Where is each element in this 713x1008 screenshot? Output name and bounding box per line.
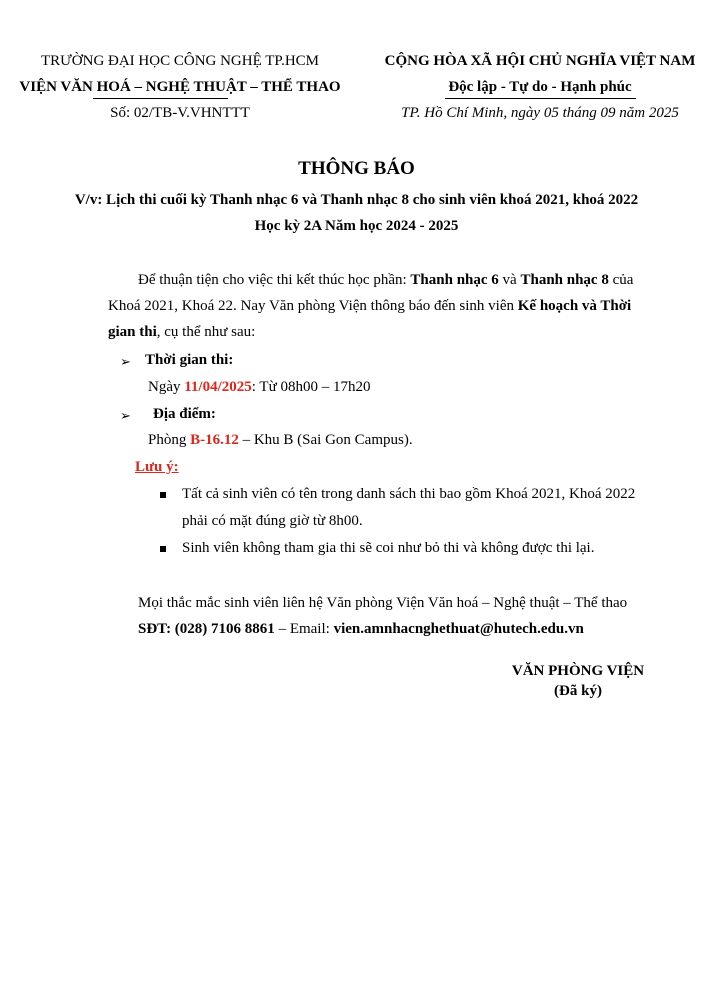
exam-date: 11/04/2025 — [184, 379, 252, 395]
signature-signed: (Đã ký) — [554, 683, 602, 699]
exam-room: B-16.12 — [190, 432, 239, 448]
square-bullet-icon — [160, 492, 166, 498]
note-1-line-1: Tất cả sinh viên có tên trong danh sách thi bao gồm Khoá 2021, Khoá 2022 — [182, 486, 636, 502]
square-bullet-icon — [160, 546, 166, 552]
intro-line-2 — [108, 298, 631, 315]
intro-line-1 — [138, 272, 633, 289]
document-number: Số: 02/TB-V.VHNTTT — [110, 105, 250, 121]
header-right-underline — [445, 98, 636, 99]
time-prefix: Ngày — [148, 379, 185, 395]
contact-phone: SĐT: (028) 7106 8861 — [138, 621, 275, 637]
notes-label: Lưu ý: — [135, 459, 179, 475]
location-detail — [148, 432, 413, 449]
intro-text-end: của — [608, 272, 634, 288]
header-motto: Độc lập - Tự do - Hạnh phúc — [448, 79, 632, 95]
contact-sep: – Email: — [274, 621, 334, 637]
document-date: TP. Hồ Chí Minh, ngày 05 tháng 09 năm 2025 — [401, 105, 679, 121]
intro-text-2: Khoá 2021, Khoá 22. Nay Văn phòng Viện thông báo đến sinh viên — [108, 298, 518, 314]
course-1: Thanh nhạc 6 — [410, 272, 499, 288]
location-label: Địa điểm: — [153, 406, 216, 422]
arrow-bullet-icon: ➢ — [120, 408, 131, 423]
header-institute: VIỆN VĂN HOÁ – NGHỆ THUẬT – THỂ THAO — [19, 79, 341, 95]
contact-details — [138, 621, 584, 638]
header-left-underline — [93, 98, 228, 99]
time-label: Thời gian thi: — [145, 352, 234, 368]
location-prefix: Phòng — [148, 432, 191, 448]
intro-text: Để thuận tiện cho việc thi kết thúc học phần: — [138, 272, 411, 288]
signature-office: VĂN PHÒNG VIỆN — [511, 663, 645, 679]
note-1-line-2: phải có mặt đúng giờ từ 8h00. — [182, 513, 363, 529]
page-title: THÔNG BÁO — [298, 158, 415, 179]
semester-line: Học kỳ 2A Năm học 2024 - 2025 — [254, 218, 459, 234]
subject-line: V/v: Lịch thi cuối kỳ Thanh nhạc 6 và Thanh nhạc 8 cho sinh viên khoá 2021, khoá 2022 — [74, 192, 639, 208]
note-2-line-1: Sinh viên không tham gia thi sẽ coi như bỏ thi và không được thi lại. — [182, 540, 595, 556]
intro-and: và — [498, 272, 521, 288]
header-school: TRƯỜNG ĐẠI HỌC CÔNG NGHỆ TP.HCM — [40, 53, 320, 69]
time-range: : Từ 08h00 – 17h20 — [251, 379, 371, 395]
contact-email: vien.amnhacnghethuat@hutech.edu.vn — [333, 621, 584, 637]
header-country: CỘNG HÒA XÃ HỘI CHỦ NGHĨA VIỆT NAM — [384, 53, 696, 69]
arrow-bullet-icon: ➢ — [120, 354, 131, 369]
plan-label-a: Kế hoạch và Thời — [517, 298, 632, 314]
plan-label-b: gian thi — [108, 324, 157, 340]
intro-text-3: , cụ thể như sau: — [156, 324, 256, 340]
intro-line-3 — [108, 324, 255, 341]
course-2: Thanh nhạc 8 — [520, 272, 609, 288]
contact-line: Mọi thắc mắc sinh viên liên hệ Văn phòng Viện Văn hoá – Nghệ thuật – Thể thao — [138, 595, 628, 611]
time-detail — [148, 379, 370, 396]
campus-text: – Khu B (Sai Gon Campus). — [238, 432, 413, 448]
